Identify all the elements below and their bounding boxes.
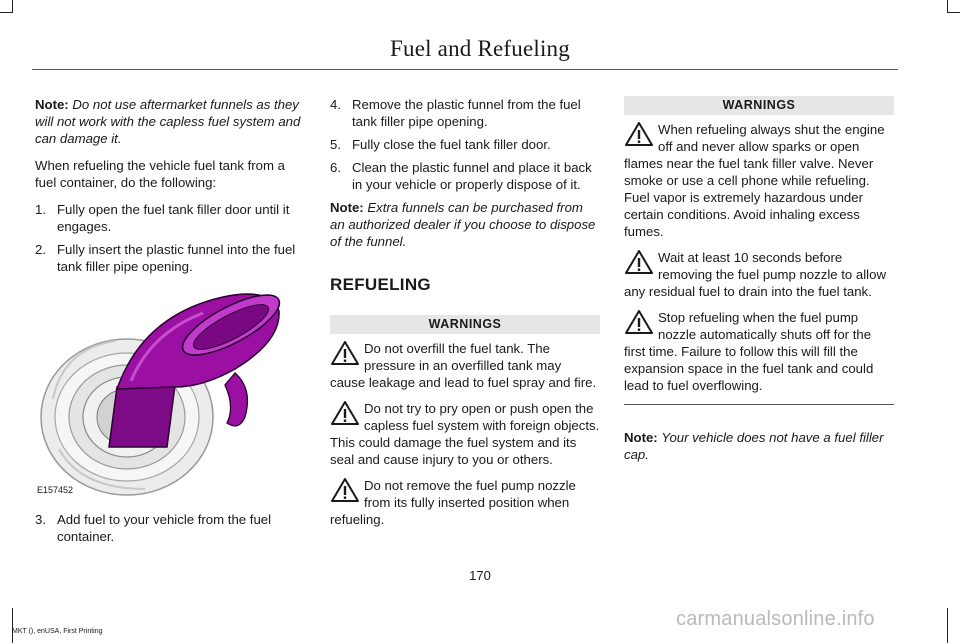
note-text: Do not use aftermarket funnels as they will not work with the capless fuel system and can damage it. — [35, 97, 301, 146]
step-text: Add fuel to your vehicle from the fuel container. — [57, 512, 272, 544]
warning-item — [624, 249, 894, 300]
header-divider — [32, 69, 898, 70]
list-item — [330, 159, 600, 193]
middle-column — [330, 96, 600, 537]
filler-cap-note — [624, 429, 894, 463]
warning-triangle-icon — [624, 309, 654, 335]
warning-text: Do not try to pry open or push open the capless fuel system with foreign objects. This could damage the fuel system and its seal and cause injury to you or others. — [330, 401, 600, 467]
warning-triangle-icon — [624, 249, 654, 275]
warning-text: When refueling always shut the engine off and never allow sparks or open flames near the fuel tank filler valve. Never smoke or use a cell phone while refueling. Fuel vapor is extremely hazardous under certain conditions. Avoid inhaling excess fumes. — [624, 122, 885, 239]
step-text: Fully open the fuel tank filler door until it engages. — [57, 202, 290, 234]
warning-text: Stop refueling when the fuel pump nozzle automatically shuts off for the first time. Failure to follow this will fill the expansion space in the fuel tank and could lead to fuel overflowing. — [624, 310, 874, 393]
section-heading: REFUELING — [330, 275, 431, 294]
watermark: carmanualsonline.info — [676, 608, 875, 630]
step-number: 1. — [35, 202, 46, 217]
step-number: 4. — [330, 97, 341, 112]
warnings-end-rule — [624, 404, 894, 405]
crop-mark — [12, 608, 13, 643]
note-text: Your vehicle does not have a fuel filler cap. — [624, 430, 884, 462]
right-column — [624, 96, 894, 473]
note-label: Note: — [624, 430, 658, 445]
warning-text: Do not remove the fuel pump nozzle from its fully inserted position when refueling. — [330, 478, 576, 527]
intro-paragraph: When refueling the vehicle fuel tank from a fuel container, do the following: — [35, 158, 285, 190]
step-text: Fully insert the plastic funnel into the fuel tank filler pipe opening. — [57, 242, 296, 274]
funnel-illustration — [35, 289, 303, 501]
warning-item — [330, 340, 600, 391]
step-text: Remove the plastic funnel from the fuel tank filler pipe opening. — [352, 97, 581, 129]
warning-text: Do not overfill the fuel tank. The pressure in an overfilled tank may cause leakage and lead to fuel spray and fire. — [330, 341, 597, 390]
step-number: 6. — [330, 160, 341, 175]
page-title: Fuel and Refueling — [390, 36, 570, 61]
warning-triangle-icon — [624, 121, 654, 147]
warning-item — [624, 309, 894, 394]
figure-label: E157452 — [37, 485, 74, 495]
crop-mark — [947, 12, 960, 13]
step-number: 3. — [35, 512, 46, 527]
step-text: Fully close the fuel tank filler door. — [352, 137, 551, 152]
list-item — [330, 136, 600, 153]
left-column — [35, 96, 307, 551]
note-label: Note: — [35, 97, 69, 112]
warning-item — [330, 400, 600, 468]
crop-mark — [947, 0, 948, 13]
footer-text: MKT (), enUSA, First Printing — [12, 628, 103, 635]
note-text: Extra funnels can be purchased from an authorized dealer if you choose to dispose of the funnel. — [330, 200, 596, 249]
warning-item — [330, 477, 600, 528]
list-item — [35, 201, 307, 235]
crop-mark — [947, 608, 948, 643]
funnel-filler-pipe-image — [35, 289, 303, 501]
step-number: 5. — [330, 137, 341, 152]
note-label: Note: — [330, 200, 364, 215]
funnel-note — [35, 96, 307, 147]
list-item — [35, 241, 307, 275]
warning-item — [624, 121, 894, 240]
warning-triangle-icon — [330, 400, 360, 426]
warnings-header: WARNINGS — [330, 315, 600, 334]
list-item — [330, 96, 600, 130]
warnings-header: WARNINGS — [624, 96, 894, 115]
warning-triangle-icon — [330, 477, 360, 503]
step-number: 2. — [35, 242, 46, 257]
crop-mark — [12, 0, 13, 13]
page-number: 170 — [469, 568, 491, 583]
warning-triangle-icon — [330, 340, 360, 366]
list-item — [35, 511, 307, 545]
warning-text: Wait at least 10 seconds before removing the fuel pump nozzle to allow any residual fuel to drain into the fuel tank. — [624, 250, 886, 299]
step-text: Clean the plastic funnel and place it back in your vehicle or properly dispose of it. — [352, 160, 592, 192]
funnel-purchase-note — [330, 199, 600, 250]
